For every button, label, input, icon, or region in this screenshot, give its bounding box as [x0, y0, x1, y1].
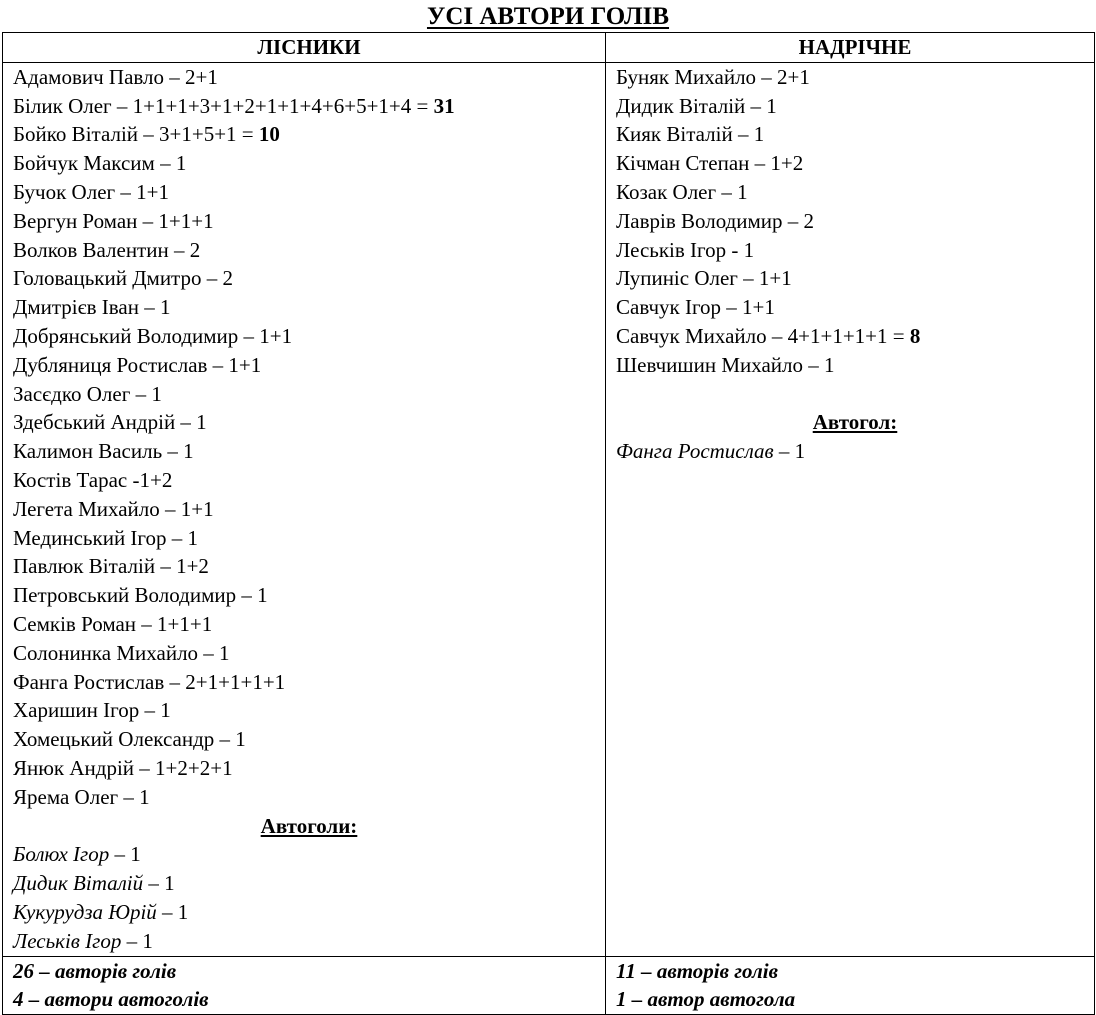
- scorer-total: 31: [433, 93, 455, 118]
- left-team-list: [3, 62, 606, 956]
- own-goal-entry: [13, 927, 605, 956]
- scorer-entry: [13, 495, 605, 524]
- scorer-text: Здебський Андрій – 1: [13, 410, 207, 435]
- scorer-entry: [616, 236, 1094, 265]
- scorer-text: Буняк Михайло – 2+1: [616, 64, 810, 89]
- scorer-entry: [13, 236, 605, 265]
- scorer-text: Дубляниця Ростислав – 1+1: [13, 352, 262, 377]
- own-goal-player: Фанга Ростислав: [616, 439, 774, 464]
- scorer-entry: [616, 264, 1094, 293]
- own-goal-entry: [616, 437, 1094, 466]
- scorer-entry: [13, 207, 605, 236]
- scorer-text: Легета Михайло – 1+1: [13, 496, 214, 521]
- scorer-text: Янюк Андрій – 1+2+2+1: [13, 755, 233, 780]
- scorer-text: Савчук Михайло – 4+1+1+1+1 =: [616, 323, 910, 348]
- scorer-entry: [13, 754, 605, 783]
- scorer-text: Бойко Віталій – 3+1+5+1 =: [13, 122, 259, 147]
- right-summary: [606, 956, 1095, 1015]
- scorers-table: [2, 32, 1095, 1015]
- own-goal-entry: [13, 840, 605, 869]
- own-goal-count: – 1: [156, 899, 189, 924]
- left-summary: [3, 956, 606, 1015]
- scorer-text: Ярема Олег – 1: [13, 784, 150, 809]
- scorer-entry: [13, 63, 605, 92]
- summary-row: [3, 956, 1095, 1015]
- right-scorers-list: [616, 63, 1094, 380]
- own-goal-player: Дидик Віталій: [13, 871, 144, 896]
- spacer: [616, 380, 1094, 409]
- scorer-entry: [13, 783, 605, 812]
- own-goal-entry: [13, 898, 605, 927]
- scorer-text: Адамович Павло – 2+1: [13, 64, 218, 89]
- own-goal-player: Кукурудза Юрій: [13, 899, 157, 924]
- document-title: [0, 2, 1096, 32]
- right-own-goals-heading: Автогол:: [812, 410, 898, 435]
- scorer-entry: [13, 322, 605, 351]
- scorer-entry: [13, 92, 605, 121]
- document-title-text: УСІ АВТОРИ ГОЛІВ: [426, 3, 670, 30]
- header-row: [3, 33, 1095, 63]
- right-own-goals-list: [616, 437, 1094, 466]
- left-summary-authors: 26 – авторів голів: [13, 958, 177, 983]
- scorer-text: Солонинка Михайло – 1: [13, 640, 230, 665]
- scorer-entry: [13, 380, 605, 409]
- left-summary-own-authors: 4 – автори автоголів: [13, 987, 209, 1012]
- scorer-entry: [13, 668, 605, 697]
- scorer-text: Шевчишин Михайло – 1: [616, 352, 835, 377]
- scorer-total: 8: [909, 323, 921, 348]
- scorer-text: Дмитрієв Іван – 1: [13, 295, 171, 320]
- scorer-entry: [13, 293, 605, 322]
- lists-row: [3, 62, 1095, 956]
- team-header-left: ЛІСНИКИ: [3, 33, 606, 63]
- scorer-text: Кічман Степан – 1+2: [616, 151, 804, 176]
- scorer-text: Білик Олег – 1+1+1+3+1+2+1+1+4+6+5+1+4 =: [13, 93, 434, 118]
- scorer-text: Головацький Дмитро – 2: [13, 266, 233, 291]
- own-goal-count: – 1: [773, 439, 806, 464]
- scorer-text: Бучок Олег – 1+1: [13, 179, 169, 204]
- scorer-entry: [13, 120, 605, 149]
- scorer-entry: [616, 293, 1094, 322]
- scorer-entry: [13, 351, 605, 380]
- scorer-text: Мединський Ігор – 1: [13, 525, 199, 550]
- left-own-goals-heading: Автоголи:: [260, 813, 358, 838]
- left-own-goals-list: [13, 840, 605, 955]
- scorer-text: Бойчук Максим – 1: [13, 151, 187, 176]
- scorer-entry: [616, 322, 1094, 351]
- scorer-entry: [13, 437, 605, 466]
- scorer-entry: [13, 725, 605, 754]
- scorer-entry: [13, 524, 605, 553]
- scorer-text: Засєдко Олег – 1: [13, 381, 162, 406]
- scorer-text: Козак Олег – 1: [616, 179, 748, 204]
- scorer-text: Павлюк Віталій – 1+2: [13, 554, 209, 579]
- own-goal-player: Леськів Ігор: [13, 928, 122, 953]
- scorer-text: Фанга Ростислав – 2+1+1+1+1: [13, 669, 286, 694]
- scorer-entry: [616, 207, 1094, 236]
- scorer-entry: [616, 92, 1094, 121]
- scorer-text: Волков Валентин – 2: [13, 237, 201, 262]
- scorer-entry: [13, 610, 605, 639]
- scorer-text: Добрянський Володимир – 1+1: [13, 323, 293, 348]
- scorer-entry: [616, 149, 1094, 178]
- own-goal-entry: [13, 869, 605, 898]
- scorer-text: Дидик Віталій – 1: [616, 93, 777, 118]
- scorer-entry: [13, 264, 605, 293]
- scorer-entry: [13, 696, 605, 725]
- own-goal-count: – 1: [109, 842, 141, 867]
- own-goal-count: – 1: [143, 871, 175, 896]
- own-goal-player: Болюх Ігор: [13, 842, 110, 867]
- scorer-text: Савчук Ігор – 1+1: [616, 295, 775, 320]
- scorer-entry: [13, 408, 605, 437]
- scorer-text: Лупиніс Олег – 1+1: [616, 266, 792, 291]
- own-goal-count: – 1: [121, 928, 153, 953]
- scorer-text: Харишин Ігор – 1: [13, 698, 171, 723]
- scorer-entry: [13, 149, 605, 178]
- scorer-total: 10: [258, 122, 280, 147]
- right-summary-authors: 11 – авторів голів: [616, 958, 778, 983]
- right-team-list: [606, 62, 1095, 956]
- scorer-text: Леськів Ігор - 1: [616, 237, 755, 262]
- scorer-entry: [616, 351, 1094, 380]
- scorer-text: Калимон Василь – 1: [13, 439, 194, 464]
- scorer-entry: [13, 178, 605, 207]
- scorer-entry: [13, 639, 605, 668]
- scorer-entry: [616, 63, 1094, 92]
- scorer-text: Лаврів Володимир – 2: [616, 208, 815, 233]
- scorer-text: Семків Роман – 1+1+1: [13, 611, 213, 636]
- scorer-entry: [616, 120, 1094, 149]
- left-scorers-list: [13, 63, 605, 812]
- team-header-right: НАДРІЧНЕ: [606, 33, 1095, 63]
- scorer-text: Хомецький Олександр – 1: [13, 727, 246, 752]
- scorer-text: Костів Тарас -1+2: [13, 467, 173, 492]
- scorer-entry: [13, 581, 605, 610]
- scorer-text: Кияк Віталій – 1: [616, 122, 765, 147]
- scorer-entry: [13, 552, 605, 581]
- scorer-entry: [13, 466, 605, 495]
- scorer-text: Вергун Роман – 1+1+1: [13, 208, 214, 233]
- scorer-text: Петровський Володимир – 1: [13, 583, 268, 608]
- right-summary-own-authors: 1 – автор автогола: [616, 987, 796, 1012]
- scorer-entry: [616, 178, 1094, 207]
